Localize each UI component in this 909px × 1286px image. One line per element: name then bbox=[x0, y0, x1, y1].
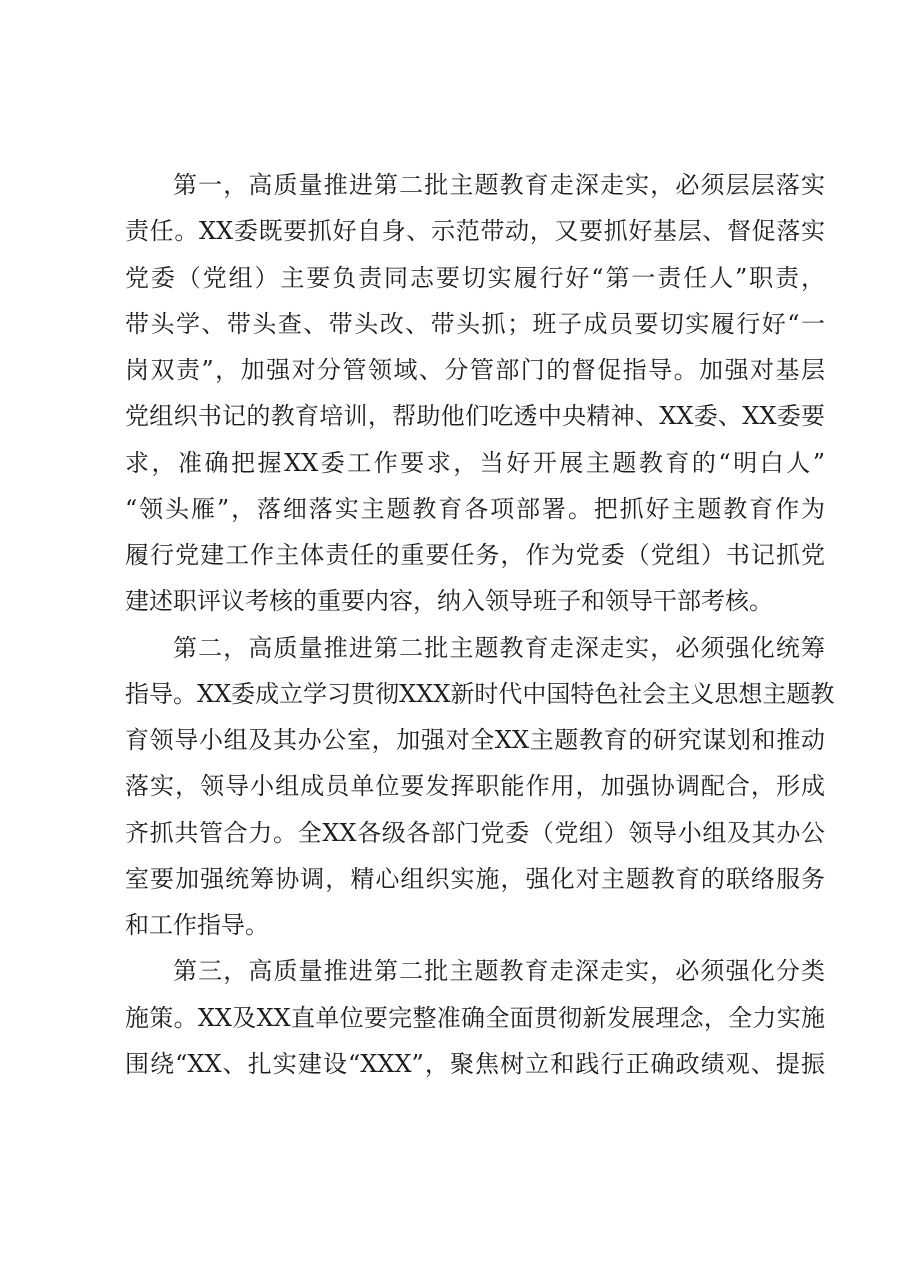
paragraph-2-line-2: 指导。XX委成立学习贯彻XXX新时代中国特色社会主义思想主题教 bbox=[125, 679, 835, 708]
paragraph-2-line-4: 落实，领导小组成员单位要发挥职能作用，加强协调配合，形成 bbox=[125, 772, 825, 801]
paragraph-1-line-3: 党委（党组）主要负责同志要切实履行好“第一责任人”职责， bbox=[125, 263, 825, 292]
paragraph-3-line-1: 第三，高质量推进第二批主题教育走深走实，必须强化分类 bbox=[173, 957, 825, 986]
paragraph-2-line-7: 和工作指导。 bbox=[125, 911, 269, 939]
document-body bbox=[125, 162, 835, 1087]
paragraph-3-line-3: 围绕“XX、扎实建设“XXX”，聚焦树立和践行正确政绩观、提振 bbox=[125, 1049, 825, 1078]
paragraph-3-line-2: 施策。XX及XX直单位要完整准确全面贯彻新发展理念，全力实施 bbox=[125, 1003, 825, 1032]
paragraph-1-line-4: 带头学、带头查、带头改、带头抓；班子成员要切实履行好“一 bbox=[125, 309, 825, 338]
paragraph-1-line-8: “领头雁”，落细落实主题教育各项部署。把抓好主题教育作为 bbox=[125, 494, 825, 523]
paragraph-1-line-9: 履行党建工作主体责任的重要任务，作为党委（党组）书记抓党 bbox=[125, 541, 825, 569]
paragraph-2-line-1: 第二，高质量推进第二批主题教育走深走实，必须强化统筹 bbox=[173, 633, 825, 662]
paragraph-2-line-3: 育领导小组及其办公室，加强对全XX主题教育的研究谋划和推动 bbox=[125, 726, 825, 754]
paragraph-2-line-6: 室要加强统筹协调，精心组织实施，强化对主题教育的联络服务 bbox=[125, 864, 825, 893]
paragraph-1-line-6: 党组织书记的教育培训，帮助他们吃透中央精神、XX委、XX委要 bbox=[125, 402, 825, 431]
paragraph-1-line-1: 第一，高质量推进第二批主题教育走深走实，必须层层落实 bbox=[173, 171, 825, 199]
paragraph-1-line-5: 岗双责”，加强对分管领域、分管部门的督促指导。加强对基层 bbox=[125, 356, 825, 384]
paragraph-1-line-10: 建述职评议考核的重要内容，纳入领导班子和领导干部考核。 bbox=[125, 587, 773, 616]
paragraph-2-line-5: 齐抓共管合力。全XX各级各部门党委（党组）领导小组及其办公 bbox=[125, 818, 825, 847]
paragraph-1-line-2: 责任。XX委既要抓好自身、示范带动，又要抓好基层、督促落实 bbox=[125, 217, 825, 246]
paragraph-1-line-7: 求，准确把握XX委工作要求，当好开展主题教育的“明白人” bbox=[125, 448, 825, 477]
